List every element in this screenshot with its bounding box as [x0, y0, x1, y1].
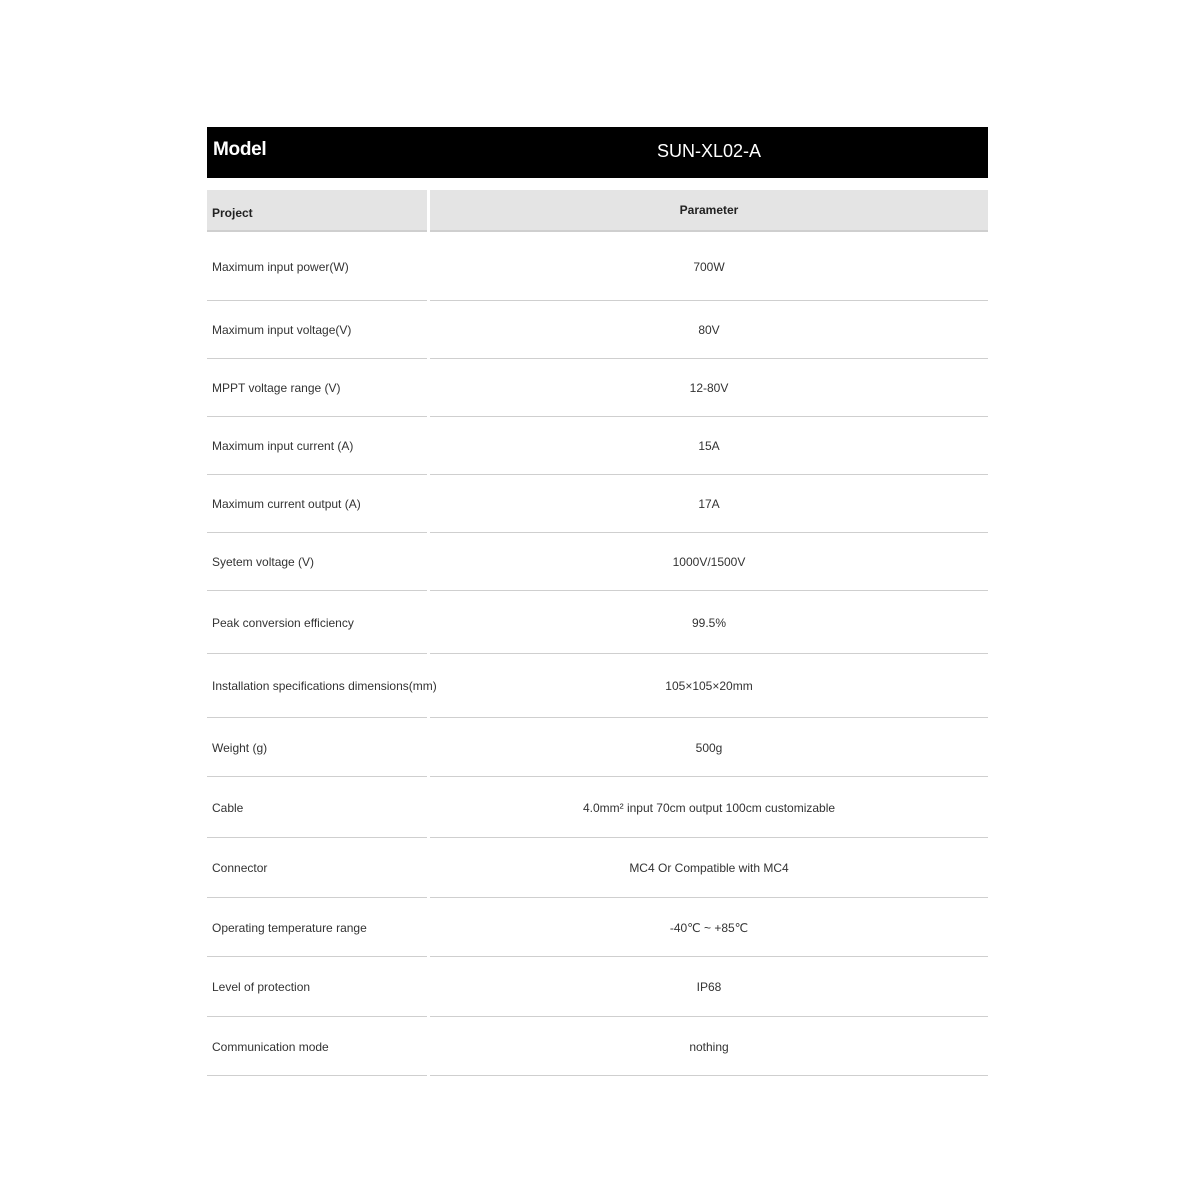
parameter-text: IP68 [696, 980, 722, 994]
column-header-parameter-label: Parameter [679, 203, 739, 217]
parameter-cell [430, 718, 988, 777]
table-row [207, 533, 988, 591]
column-header-project-label: Project [212, 206, 253, 220]
parameter-cell [430, 591, 988, 654]
table-row [207, 718, 988, 777]
parameter-cell [430, 654, 988, 718]
table-row [207, 475, 988, 533]
project-cell [207, 957, 427, 1017]
parameter-text: 700W [693, 260, 725, 274]
project-text: Maximum current output (A) [212, 497, 361, 511]
project-text: Peak conversion efficiency [212, 616, 354, 630]
project-text: Cable [212, 801, 244, 815]
parameter-text: nothing [689, 1040, 729, 1054]
column-header-parameter [430, 190, 988, 232]
parameter-cell [430, 533, 988, 591]
project-text: Weight (g) [212, 741, 268, 755]
parameter-cell [430, 301, 988, 359]
project-cell [207, 654, 437, 718]
parameter-text: 99.5% [691, 616, 727, 630]
project-text: Operating temperature range [212, 921, 367, 935]
parameter-text: 500g [695, 741, 723, 755]
table-row [207, 301, 988, 359]
table-row [207, 591, 988, 654]
model-value: SUN-XL02-A [656, 141, 762, 161]
table-row [207, 232, 988, 301]
parameter-text: -40℃ ~ +85℃ [669, 921, 749, 935]
parameter-text: 17A [698, 497, 720, 511]
project-cell [207, 475, 427, 533]
table-row [207, 417, 988, 475]
project-text: Communication mode [212, 1040, 329, 1054]
project-cell [207, 417, 427, 475]
project-text: Installation specifications dimensions(mm) [212, 679, 437, 693]
project-text: Connector [212, 861, 268, 875]
table-row [207, 359, 988, 417]
project-cell [207, 359, 427, 417]
project-cell [207, 777, 427, 838]
parameter-text: 12-80V [689, 381, 729, 395]
column-header-project [207, 190, 427, 232]
project-text: Maximum input current (A) [212, 439, 354, 453]
parameter-cell [430, 359, 988, 417]
parameter-cell [430, 475, 988, 533]
table-row [207, 898, 988, 957]
project-text: Maximum input voltage(V) [212, 323, 352, 337]
column-header-row [207, 190, 988, 232]
parameter-cell [430, 838, 988, 898]
model-header-bar [207, 127, 988, 178]
table-row [207, 957, 988, 1017]
project-text: Maximum input power(W) [212, 260, 349, 274]
table-row [207, 838, 988, 898]
parameter-cell [430, 777, 988, 838]
table-row [207, 1017, 988, 1076]
project-cell [207, 591, 427, 654]
table-row [207, 777, 988, 838]
parameter-cell [430, 1017, 988, 1076]
project-text: MPPT voltage range (V) [212, 381, 341, 395]
project-cell [207, 718, 427, 777]
project-text: Level of protection [212, 980, 311, 994]
parameter-cell [430, 957, 988, 1017]
project-cell [207, 232, 427, 301]
project-cell [207, 301, 427, 359]
project-text: Syetem voltage (V) [212, 555, 315, 569]
project-cell [207, 838, 427, 898]
spec-table [207, 127, 988, 1076]
spec-rows [207, 232, 988, 1076]
parameter-text: 1000V/1500V [672, 555, 746, 569]
project-cell [207, 898, 427, 957]
parameter-cell [430, 417, 988, 475]
parameter-text: MC4 Or Compatible with MC4 [629, 861, 789, 875]
parameter-text: 105×105×20mm [665, 679, 753, 693]
model-label: Model [213, 139, 267, 160]
parameter-text: 15A [698, 439, 720, 453]
parameter-cell [430, 898, 988, 957]
parameter-text: 4.0mm² input 70cm output 100cm customizable [582, 801, 836, 815]
parameter-cell [430, 232, 988, 301]
parameter-text: 80V [698, 323, 720, 337]
table-row [207, 654, 988, 718]
project-cell [207, 533, 427, 591]
project-cell [207, 1017, 427, 1076]
